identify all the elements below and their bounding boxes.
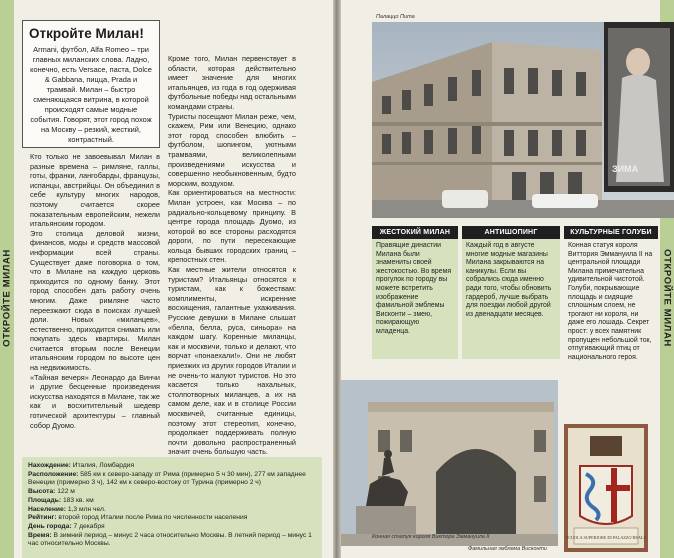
facts-line: День города: 7 декабря [28,522,105,530]
facts-line: Население: 1,3 млн чел. [28,505,106,513]
feature-pigeons [564,226,658,362]
feature-heading: ЖЕСТОКИЙ МИЛАН [372,226,458,239]
palazzo-illustration [372,22,674,218]
intro-box [22,20,160,148]
billboard-text: ЗИМА [612,164,639,174]
visconti-emblem-illustration [564,424,648,552]
feature-cruel-milan [372,226,458,362]
feature-heading: КУЛЬТУРНЫЕ ГОЛУБИ [564,226,658,239]
feature-text: Каждый год в августе многие модные магазины Милана закрываются на каникулы. Если вы собрались сюда именно ради того, чтобы обновить гардероб, лучше выбрать для поездки любой другой из двенадцати месяцев. [462,239,560,359]
intro-title: Откройте Милан! [29,26,144,41]
feature-text: Правящие династии Милана были знамениты своей жестокостью. Во время прогулок по городу вы можете встретить изображение фамильной эмблемы Висконти – змею, пожирающую младенца. [372,239,458,359]
photo-caption-palazzo: Палаццо Пита [376,14,415,20]
book-spine [333,0,341,558]
facts-line: Рейтинг: второй город Италии после Рима по численности населения [28,514,248,522]
facts-line: Расположение: 585 км к северо-западу от Рима (примерно 5 ч 30 мин), 277 км западнее Венеции (примерно 3 ч), 142 км к северо-востоку от Турина (примерно 2 ч) [28,470,306,487]
intro-text: Armani, футбол, Alfa Romeo – три главных миланских слова. Ладно, конечно, есть Versace, паста, Dolce & Gabbana, пицца, Prada и трамвай. Милан – быстро сменяющаяся витрина, в которой происходят самые модные события. Говорят, этот город похож на Москву – резкий, жесткий, контрастный. [30,45,152,144]
facts-line: Время: В зимний период – минус 2 часа относительно Москвы. В летний период – минус 1 час относительно Москвы. [28,531,312,548]
side-tab-left [0,0,14,558]
body-column-right: Кроме того, Милан первенствует в области, которая действительно имеет значение для многих итальянцев, из года в год одерживая футбольные победы над остальными командами страны. Туристы посещают Милан реже, чем, скажем, Рим или Венецию, однако этот город способен влюбить – футболом, шопингом, уютными трамваями, великолепными произведениями искусства и совершенно необыкновенным, будто морским, воздухом. Как ориентироваться на местности: Милан устроен, как Москва – по радиально-кольцевому принципу. В центре города площадь Дуомо, из которой во все стороны расходятся дороги, по пути пересекающие кольца бывших городских границ – крепостных стен. Как местные жители относятся к туристам? Итальянцы относятся к туристам, как к божествам: комплименты, искренние восхищения, галантные ухаживания. Русские девушки в Милане слышат «белла, белла, руса, синьора» на каждом шагу. Коренные миланцы, как и москвичи, только и делают, что ворчат «понаехали!». Они не любят приезжих из других городов Италии и не очень-то жалуют туристов. Но это касается только нахальных, столпотворных миланцев, а их на самом деле, как и в столице России москвичей, считанные единицы, поэтому этот стереотип, конечно, продолжает поддерживать полную почти довольно распространенный значит очень большую часть. [168,54,296,457]
facts-box [22,457,322,558]
emblem-photo-caption: Фамильная эмблема Висконти [468,546,547,552]
left-page [0,0,336,558]
feature-heading: АНТИШОПИНГ [462,226,560,239]
side-tab-right-label: ОТКРОЙТЕ МИЛАН [661,249,673,347]
arch-photo-caption: Конная статуя короля Виктора Эммануила II [372,534,490,540]
right-page [338,0,674,558]
body-column-left: Кто только не завоевывал Милан в разные времена – римляне, галлы, готы, франки, лангобарды, французы, испанцы, австрийцы. Он объединил в себе культуру многих народов, поэтому считается скорее показательным европейским, нежели итальянским городом. Это столица деловой жизни, финансов, моды и средств массовой информации всей страны. Существует даже поговорка о том, что в Милане на каждую церковь приходится по одному банку. Этот город способен дать работу очень многим. Даже римляне часто переезжают сюда в поисках лучшей доли. Новых «миланцев», естественно, приходится снимать или покупать здесь квартиры. Милан считается вторым после Венеции итальянским городом по высоте цен на недвижимость. «Тайная вечеря» Леонардо да Винчи и другие бесценные произведения искусства находятся в Милане, так же как и восхитительный шедевр готической архитектуры – главный собор Дуомо. [30,152,160,430]
facts-line: Площадь: 183 кв. км [28,496,94,504]
arch-illustration [338,380,558,546]
feature-antishopping [462,226,560,362]
facts-line: Высота: 122 м [28,488,75,496]
palazzo-photo [372,22,674,218]
facts-line: Нахождение: Италия, Ломбардия [28,462,135,469]
arch-photo [338,380,558,546]
feature-text: Конная статуя короля Виттория Эммануила II на центральной площади Милана примечательна удивительной чистотой. Голуби, покрывающие площадь и сидящие сплошным слоем, не трогают ни короля, ни даже его лошадь. Секрет прост: у всех памятник пропущен небольшой ток, отпугивающий птиц от национального героя. [568,242,653,361]
emblem-plaque-text: SCUOLA SUPERIORE DI PALAZZO REALE [565,535,647,540]
emblem-photo [564,424,648,552]
side-tab-left-label: ОТКРОЙТЕ МИЛАН [1,249,13,347]
